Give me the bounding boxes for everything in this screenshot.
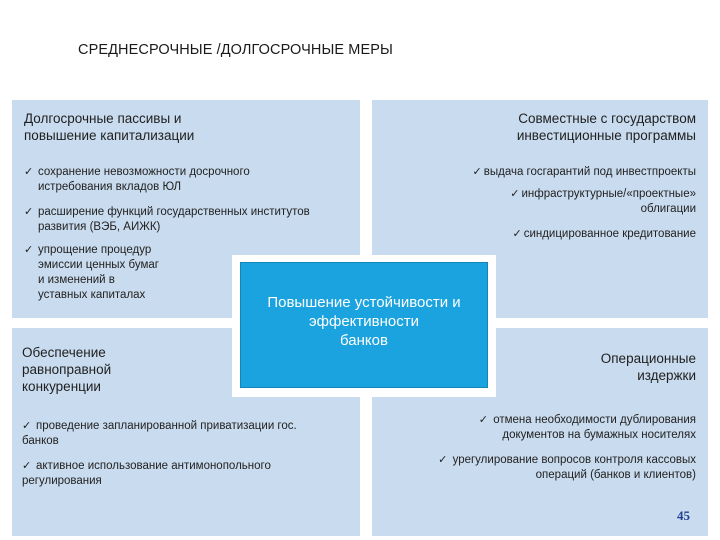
- list-item: ✓ отмена необходимости дублирования документов на бумажных носителях: [376, 412, 696, 443]
- checkmark-icon: ✓: [478, 413, 488, 426]
- panel-heading: Долгосрочные пассивы и повышение капитализации: [24, 111, 195, 143]
- center-goal-box: [240, 262, 488, 388]
- list-item: ✓ проведение запланированной приватизации гос. банков: [22, 419, 297, 447]
- panel-heading: Операционные издержки: [600, 351, 696, 383]
- page-number: 45: [677, 508, 690, 523]
- list-item: ✓ урегулирование вопросов контроля кассовых операций (банков и клиентов): [376, 452, 696, 483]
- panel-heading: Совместные с государством инвестиционные программы: [516, 111, 696, 143]
- list-item: ✓ синдицированное кредитование: [386, 226, 696, 242]
- checkmark-icon: ✓: [510, 187, 520, 200]
- list-item: ✓ активное использование антимонопольного регулирования: [22, 459, 271, 487]
- checkmark-icon: ✓: [24, 205, 34, 218]
- checkmark-icon: ✓: [24, 165, 34, 178]
- checkmark-icon: ✓: [512, 227, 522, 240]
- list-item: ✓ инфраструктурные/«проектные» облигации: [386, 186, 696, 217]
- checkmark-icon: ✓: [24, 243, 34, 256]
- center-goal-text: Повышение устойчивости и эффективности банков: [267, 294, 461, 349]
- slide-title: СРЕДНЕСРОЧНЫЕ /ДОЛГОСРОЧНЫЕ МЕРЫ: [78, 42, 393, 58]
- checkmark-icon: ✓: [22, 459, 32, 472]
- list-item: ✓ выдача госгарантий под инвестпроекты: [386, 164, 696, 180]
- list-item: ✓ расширение функций государственных институтов развития (ВЭБ, АИЖК): [24, 205, 310, 233]
- panel-heading: Обеспечение равноправной конкуренции: [22, 345, 112, 394]
- checkmark-icon: ✓: [22, 419, 32, 432]
- list-item: ✓ упрощение процедур эмиссии ценных бумаг и изменений в уставных капиталах: [24, 243, 159, 301]
- checkmark-icon: ✓: [472, 165, 482, 178]
- list-item: ✓ сохранение невозможности досрочного истребования вкладов ЮЛ: [24, 165, 250, 193]
- checkmark-icon: ✓: [438, 453, 448, 466]
